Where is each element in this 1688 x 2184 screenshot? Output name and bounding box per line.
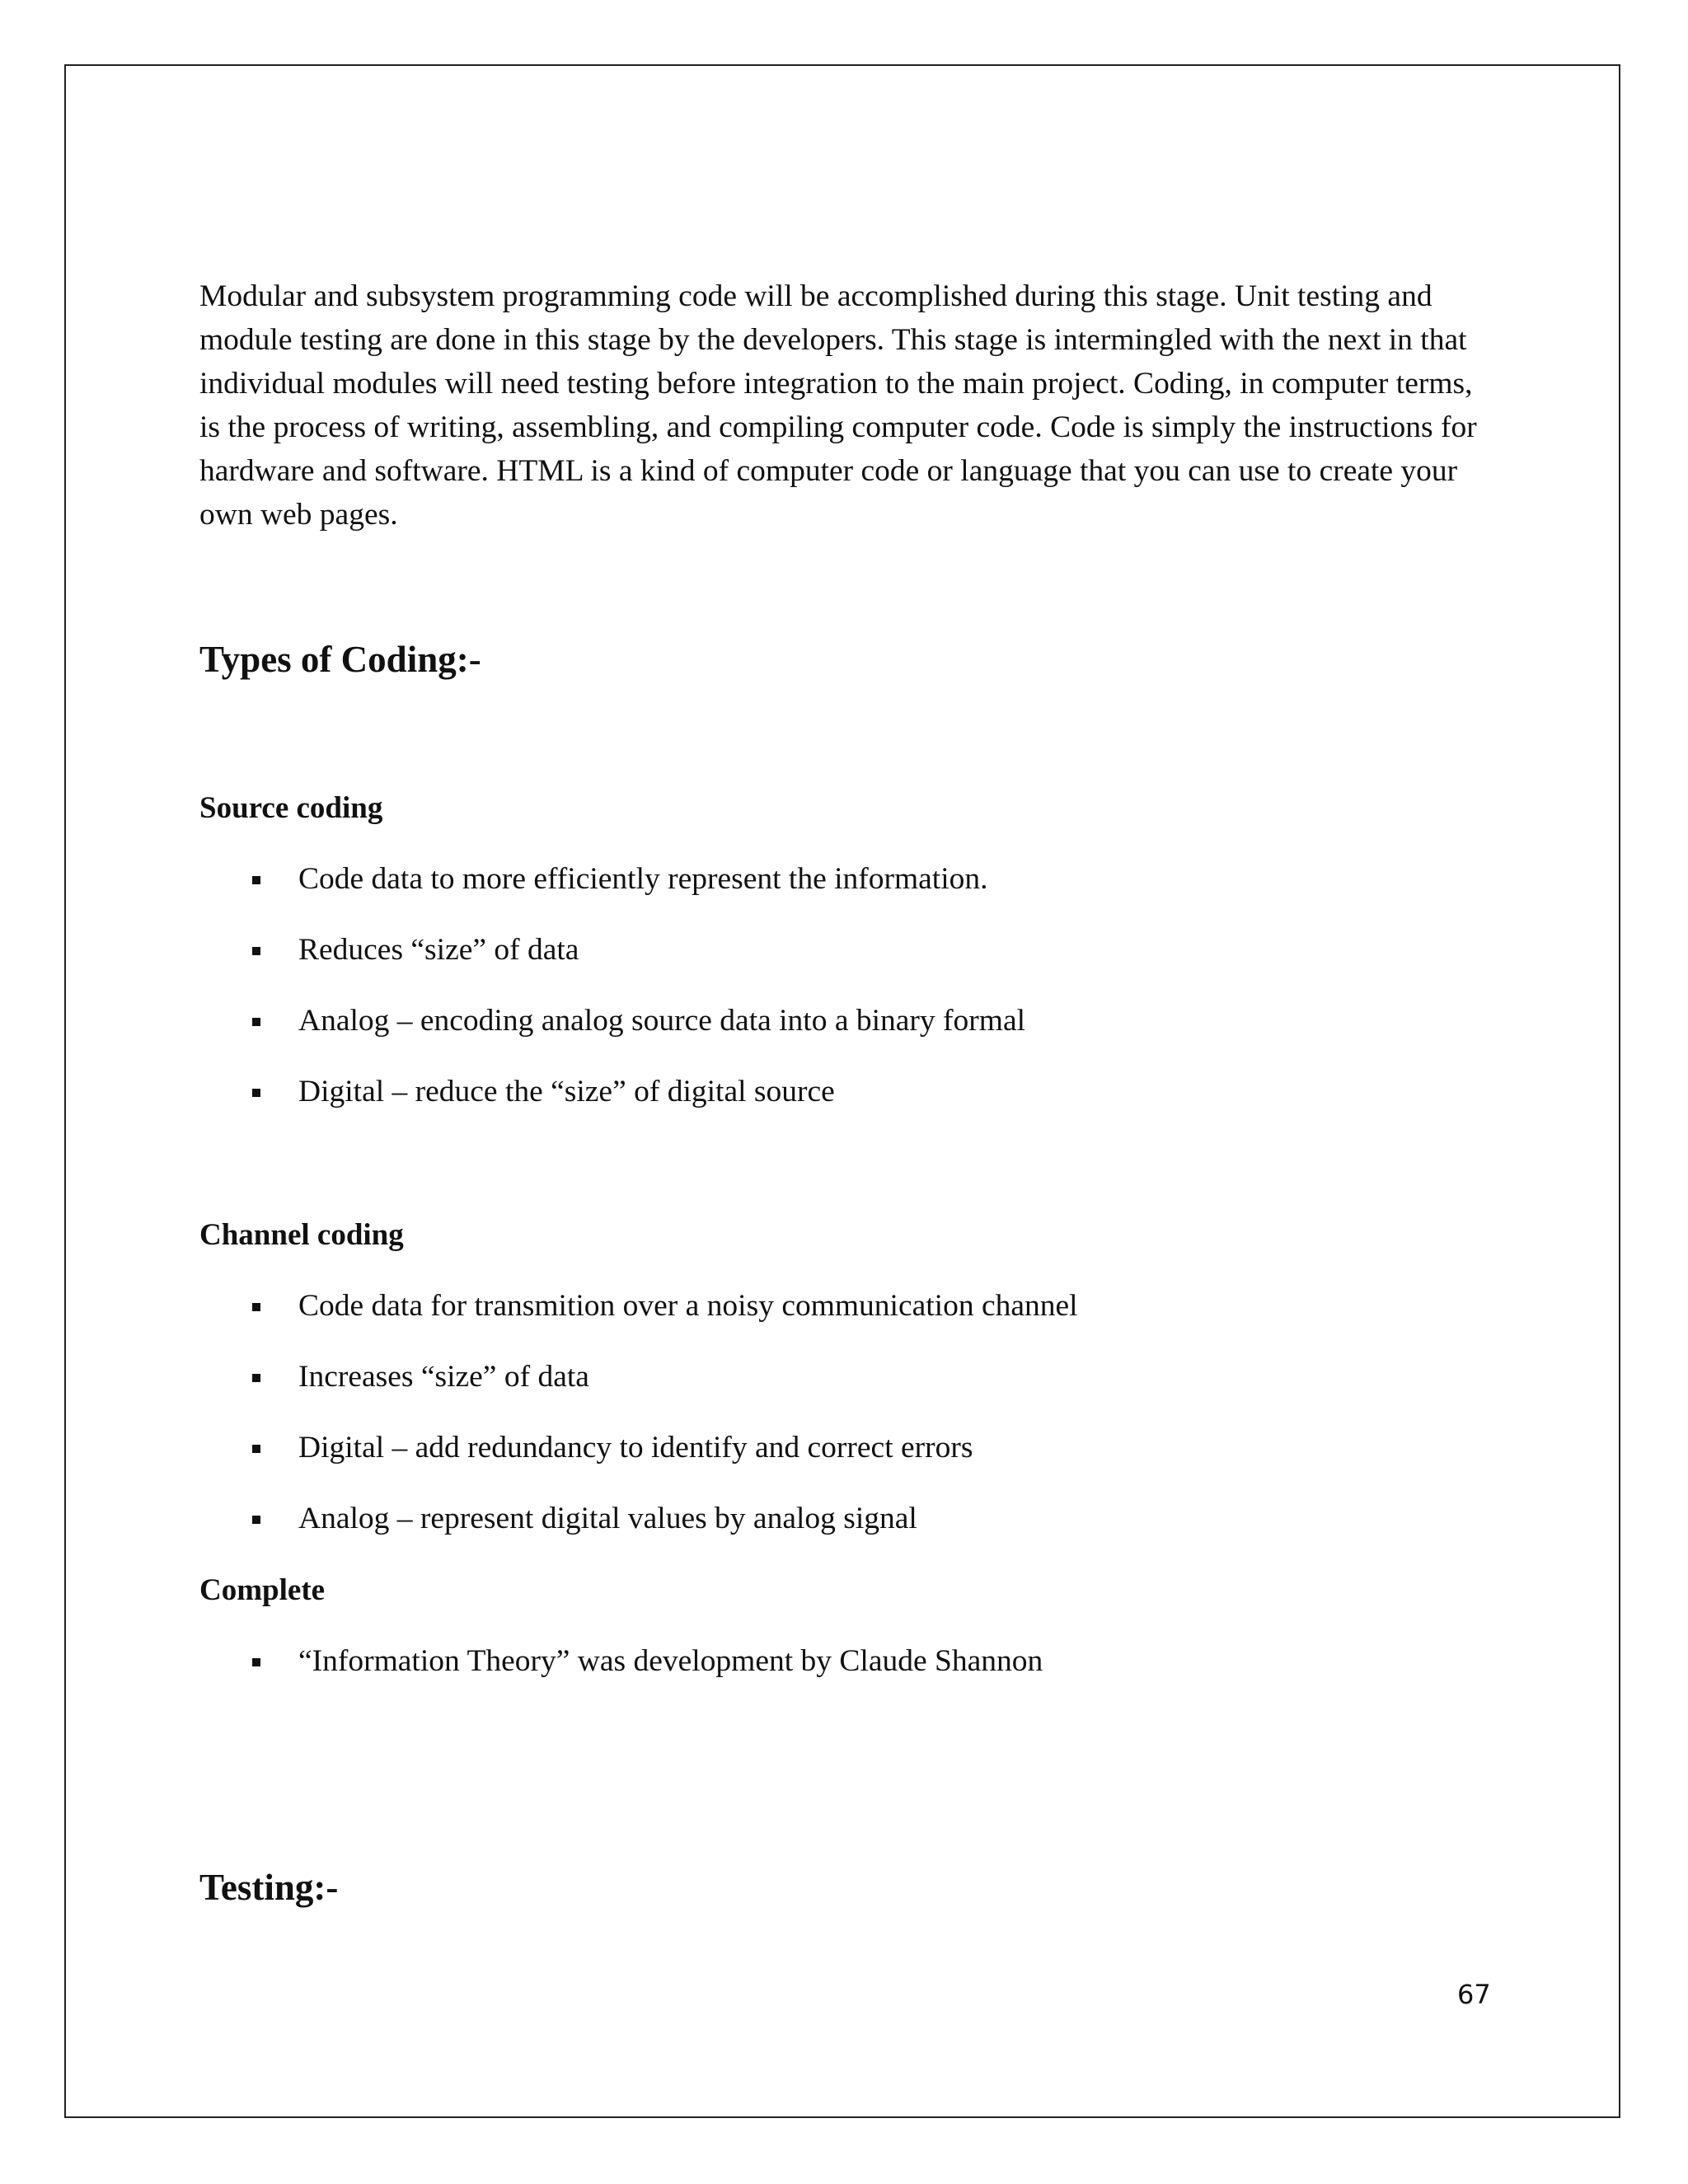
intro-paragraph: Modular and subsystem programming code will be accomplished during this stage. Unit testing and module testing are done in this stage by the developers. This stage is intermingled with the next in that individual modules will need testing before integration to the main project. Coding, in computer terms, is the process of writing, assembling, and compiling computer code. Code is simply the instructions for hardware and software. HTML is a kind of computer code or language that you can use to create your own web pages. bbox=[199, 279, 1477, 532]
page-number: 67 bbox=[1457, 1979, 1491, 2010]
square-bullet-icon bbox=[252, 1445, 260, 1453]
square-bullet-icon bbox=[252, 1018, 260, 1026]
square-bullet-icon bbox=[252, 1658, 260, 1666]
square-bullet-icon bbox=[252, 1374, 260, 1382]
square-bullet-icon bbox=[252, 1516, 260, 1524]
source-coding-heading: Source coding bbox=[199, 791, 383, 825]
square-bullet-icon bbox=[252, 876, 260, 884]
square-bullet-icon bbox=[252, 1303, 260, 1311]
square-bullet-icon bbox=[252, 1089, 260, 1097]
complete-heading: Complete bbox=[199, 1573, 326, 1607]
types-of-coding-heading: Types of Coding:- bbox=[199, 639, 481, 680]
square-bullet-icon bbox=[252, 947, 260, 955]
channel-coding-heading: Channel coding bbox=[199, 1218, 404, 1252]
testing-heading: Testing:- bbox=[199, 1867, 339, 1908]
